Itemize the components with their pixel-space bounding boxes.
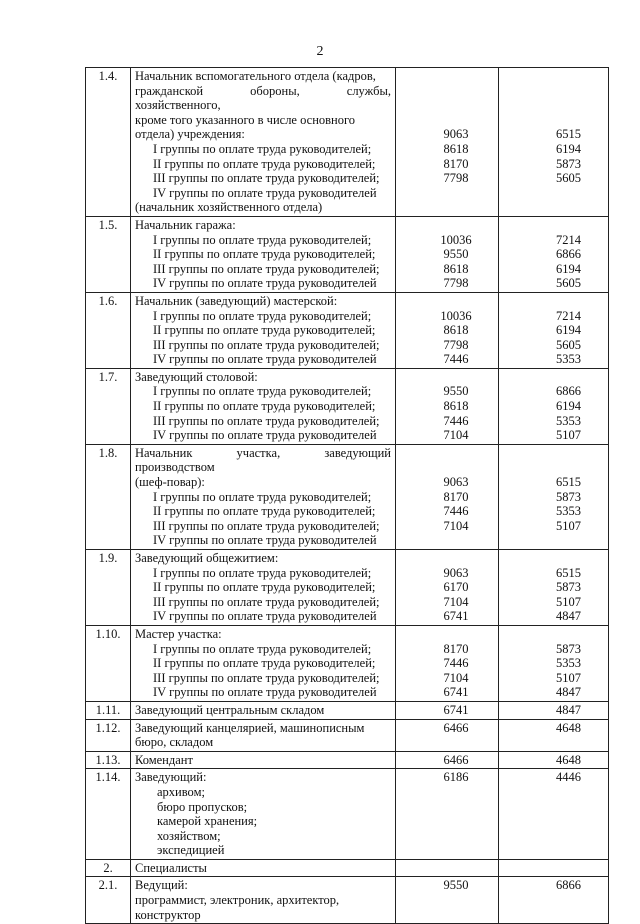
row-heading: Мастер участка: xyxy=(135,626,222,641)
value-1: 6466 xyxy=(443,720,469,735)
row-heading: бюро, складом xyxy=(135,735,214,750)
blank-line xyxy=(400,98,494,113)
row-heading: гражданской обороны, службы, хозяйственного, xyxy=(135,83,391,113)
value-2: 4847 xyxy=(556,702,581,717)
table-row xyxy=(86,719,609,751)
value-1: 7104 xyxy=(443,594,469,609)
row-heading: отдела) учреждения: xyxy=(135,127,245,142)
row-title xyxy=(131,877,396,924)
group-label: IV группы по оплате труда руководителей xyxy=(153,533,377,548)
group-label: IV группы по оплате труда руководителей xyxy=(153,685,377,700)
value-1: 9550 xyxy=(443,247,469,262)
sub-item: архивом; xyxy=(157,784,205,799)
value-column-1 xyxy=(396,444,499,549)
value-column-1 xyxy=(396,292,499,368)
value-2: 6515 xyxy=(556,565,581,580)
value-1: 6741 xyxy=(443,609,469,624)
value-1: 7104 xyxy=(443,670,469,685)
value-column-2 xyxy=(499,769,609,860)
table-row xyxy=(86,68,609,217)
table-row xyxy=(86,751,609,769)
value-1: 7798 xyxy=(443,276,469,291)
blank-line xyxy=(400,113,494,128)
row-title xyxy=(131,216,396,292)
group-label: III группы по оплате труда руководителей; xyxy=(153,261,380,276)
blank-line xyxy=(400,218,494,233)
table-row xyxy=(86,444,609,549)
value-2: 5107 xyxy=(556,518,581,533)
row-number: 1.6. xyxy=(86,292,131,368)
group-label: III группы по оплате труда руководителей; xyxy=(153,594,380,609)
value-1: 8618 xyxy=(443,141,469,156)
value-column-1 xyxy=(396,751,499,769)
blank-line xyxy=(400,294,494,309)
value-2: 4648 xyxy=(556,752,581,767)
table-row xyxy=(86,368,609,444)
blank-line xyxy=(503,218,604,233)
blank-line xyxy=(400,370,494,385)
row-number: 1.4. xyxy=(86,68,131,217)
table-row xyxy=(86,625,609,701)
group-label: III группы по оплате труда руководителей; xyxy=(153,518,380,533)
row-title xyxy=(131,444,396,549)
row-heading: Заведующий столовой: xyxy=(135,369,258,384)
value-1: 8170 xyxy=(443,641,469,656)
row-title xyxy=(131,769,396,860)
value-1: 10036 xyxy=(440,232,472,247)
blank-line xyxy=(503,627,604,642)
row-number: 1.8. xyxy=(86,444,131,549)
group-label: III группы по оплате труда руководителей; xyxy=(153,413,380,428)
row-title xyxy=(131,719,396,751)
value-1: 9063 xyxy=(443,127,469,142)
value-column-2 xyxy=(499,751,609,769)
row-heading: Начальник гаража: xyxy=(135,217,236,232)
group-label: II группы по оплате труда руководителей; xyxy=(153,504,376,519)
value-column-1 xyxy=(396,719,499,751)
blank-line xyxy=(503,69,604,84)
group-label: I группы по оплате труда руководителей; xyxy=(153,384,372,399)
value-1: 9063 xyxy=(443,565,469,580)
table-row xyxy=(86,859,609,877)
value-1: 7104 xyxy=(443,428,469,443)
value-column-2 xyxy=(499,68,609,217)
value-column-1 xyxy=(396,368,499,444)
group-label: II группы по оплате труда руководителей; xyxy=(153,323,376,338)
row-title xyxy=(131,292,396,368)
row-number: 1.11. xyxy=(86,701,131,719)
row-heading: программист, электроник, архитектор, xyxy=(135,893,340,908)
blank-line xyxy=(400,551,494,566)
group-label: I группы по оплате труда руководителей; xyxy=(153,565,372,580)
value-2: 5873 xyxy=(556,641,581,656)
blank-line xyxy=(503,98,604,113)
row-title xyxy=(131,625,396,701)
row-heading: конструктор xyxy=(135,907,201,922)
blank-line xyxy=(503,551,604,566)
value-1: 9063 xyxy=(443,475,469,490)
row-number: 1.10. xyxy=(86,625,131,701)
sub-item: хозяйством; xyxy=(157,828,221,843)
value-column-2 xyxy=(499,877,609,924)
group-label: II группы по оплате труда руководителей; xyxy=(153,399,376,414)
value-1: 7104 xyxy=(443,518,469,533)
value-2: 6194 xyxy=(556,323,581,338)
blank-line xyxy=(400,460,494,475)
value-column-2 xyxy=(499,292,609,368)
blank-line xyxy=(503,113,604,128)
value-1: 8170 xyxy=(443,489,469,504)
value-2: 7214 xyxy=(556,308,581,323)
group-label: I группы по оплате труда руководителей; xyxy=(153,308,372,323)
row-tail: (начальник хозяйственного отдела) xyxy=(135,200,323,215)
value-column-2 xyxy=(499,216,609,292)
blank-line xyxy=(503,294,604,309)
value-column-2 xyxy=(499,444,609,549)
value-column-2 xyxy=(499,859,609,877)
value-column-1 xyxy=(396,859,499,877)
value-2: 5353 xyxy=(556,656,581,671)
salary-table xyxy=(85,67,609,924)
group-label: III группы по оплате труда руководителей; xyxy=(153,337,380,352)
blank-line xyxy=(400,446,494,461)
value-2: 5873 xyxy=(556,580,581,595)
value-1: 6466 xyxy=(443,752,469,767)
row-number: 1.9. xyxy=(86,550,131,626)
value-2: 6866 xyxy=(556,247,581,262)
value-2: 6866 xyxy=(556,384,581,399)
blank-line xyxy=(400,84,494,99)
value-2 xyxy=(503,861,604,876)
table-row xyxy=(86,877,609,924)
value-1: 6741 xyxy=(443,685,469,700)
value-2: 5605 xyxy=(556,276,581,291)
value-column-1 xyxy=(396,216,499,292)
row-heading: Комендант xyxy=(135,752,193,767)
row-heading: Заведующий: xyxy=(135,770,207,785)
group-label: II группы по оплате труда руководителей; xyxy=(153,580,376,595)
value-2: 6194 xyxy=(556,141,581,156)
row-heading: Заведующий центральным складом xyxy=(135,702,325,717)
blank-line xyxy=(503,84,604,99)
row-heading: Начальник участка, заведующий производством xyxy=(135,445,391,475)
value-2: 5605 xyxy=(556,337,581,352)
value-2: 4648 xyxy=(556,720,581,735)
row-title xyxy=(131,550,396,626)
group-label: III группы по оплате труда руководителей; xyxy=(153,670,380,685)
value-2: 5873 xyxy=(556,489,581,504)
value-2: 6515 xyxy=(556,127,581,142)
value-2: 4847 xyxy=(556,685,581,700)
row-heading: Начальник (заведующий) мастерской: xyxy=(135,293,338,308)
blank-line xyxy=(503,446,604,461)
value-2: 6194 xyxy=(556,399,581,414)
value-2: 5605 xyxy=(556,171,581,186)
row-heading: кроме того указанного в числе основного xyxy=(135,112,356,127)
value-1: 7446 xyxy=(443,413,469,428)
value-2: 5353 xyxy=(556,352,581,367)
value-1: 9550 xyxy=(443,878,469,893)
value-column-1 xyxy=(396,625,499,701)
value-2: 5873 xyxy=(556,156,581,171)
group-label: IV группы по оплате труда руководителей xyxy=(153,428,377,443)
value-1: 7446 xyxy=(443,504,469,519)
table-row xyxy=(86,701,609,719)
blank-line xyxy=(503,460,604,475)
blank-line xyxy=(503,370,604,385)
table-row xyxy=(86,550,609,626)
value-2: 5353 xyxy=(556,413,581,428)
value-1: 8618 xyxy=(443,261,469,276)
value-2: 5353 xyxy=(556,504,581,519)
row-number: 2.1. xyxy=(86,877,131,924)
row-number: 1.7. xyxy=(86,368,131,444)
value-column-1 xyxy=(396,877,499,924)
value-2: 5107 xyxy=(556,428,581,443)
group-label: IV группы по оплате труда руководителей xyxy=(153,352,377,367)
row-number: 1.14. xyxy=(86,769,131,860)
value-1: 7446 xyxy=(443,352,469,367)
value-1: 8170 xyxy=(443,156,469,171)
value-2: 4847 xyxy=(556,609,581,624)
row-heading: Ведущий: xyxy=(135,878,188,893)
value-column-1 xyxy=(396,769,499,860)
row-number: 2. xyxy=(86,859,131,877)
blank-line xyxy=(400,627,494,642)
value-column-1 xyxy=(396,701,499,719)
value-2: 6194 xyxy=(556,261,581,276)
sub-item: камерой хранения; xyxy=(157,814,258,829)
value-2: 5107 xyxy=(556,670,581,685)
sub-item: бюро пропусков; xyxy=(157,799,248,814)
row-title xyxy=(131,701,396,719)
row-title xyxy=(131,368,396,444)
value-2: 6515 xyxy=(556,475,581,490)
row-number: 1.5. xyxy=(86,216,131,292)
row-heading: Специалисты xyxy=(135,860,207,875)
group-label: IV группы по оплате труда руководителей xyxy=(153,276,377,291)
group-label: I группы по оплате труда руководителей; xyxy=(153,232,372,247)
value-1: 7798 xyxy=(443,337,469,352)
value-column-1 xyxy=(396,68,499,217)
group-label: I группы по оплате труда руководителей; xyxy=(153,141,372,156)
value-2: 7214 xyxy=(556,232,581,247)
row-heading: Заведующий общежитием: xyxy=(135,551,279,565)
row-number: 1.13. xyxy=(86,751,131,769)
value-1: 9550 xyxy=(443,384,469,399)
value-2: 6866 xyxy=(556,878,581,893)
group-label: I группы по оплате труда руководителей; xyxy=(153,641,372,656)
table-row xyxy=(86,216,609,292)
group-label: III группы по оплате труда руководителей; xyxy=(153,171,380,186)
table-row xyxy=(86,292,609,368)
value-column-2 xyxy=(499,625,609,701)
value-1: 7798 xyxy=(443,171,469,186)
row-title xyxy=(131,68,396,217)
group-label: I группы по оплате труда руководителей; xyxy=(153,489,372,504)
page-number: 2 xyxy=(316,44,324,59)
row-heading: Начальник вспомогательного отдела (кадров, xyxy=(135,69,376,83)
group-label: IV группы по оплате труда руководителей xyxy=(153,185,377,200)
value-column-1 xyxy=(396,550,499,626)
group-label: II группы по оплате труда руководителей; xyxy=(153,656,376,671)
row-title xyxy=(131,751,396,769)
blank-line xyxy=(400,69,494,84)
value-1: 8618 xyxy=(443,399,469,414)
value-1: 10036 xyxy=(440,308,472,323)
value-column-2 xyxy=(499,550,609,626)
value-1: 6186 xyxy=(443,770,469,785)
sub-item: экспедицией xyxy=(157,843,225,858)
row-heading: Заведующий канцелярией, машинописным xyxy=(135,720,365,735)
value-1 xyxy=(400,861,494,876)
value-1: 7446 xyxy=(443,656,469,671)
group-label: II группы по оплате труда руководителей; xyxy=(153,247,376,262)
group-label: II группы по оплате труда руководителей; xyxy=(153,156,376,171)
value-column-2 xyxy=(499,701,609,719)
value-column-2 xyxy=(499,719,609,751)
group-label: IV группы по оплате труда руководителей xyxy=(153,609,377,624)
value-1: 6170 xyxy=(443,580,469,595)
row-number: 1.12. xyxy=(86,719,131,751)
row-title xyxy=(131,859,396,877)
value-2: 5107 xyxy=(556,594,581,609)
value-1: 8618 xyxy=(443,323,469,338)
value-2: 4446 xyxy=(556,770,581,785)
value-1: 6741 xyxy=(443,702,469,717)
row-heading: (шеф-повар): xyxy=(135,475,205,490)
table-row xyxy=(86,769,609,860)
value-column-2 xyxy=(499,368,609,444)
